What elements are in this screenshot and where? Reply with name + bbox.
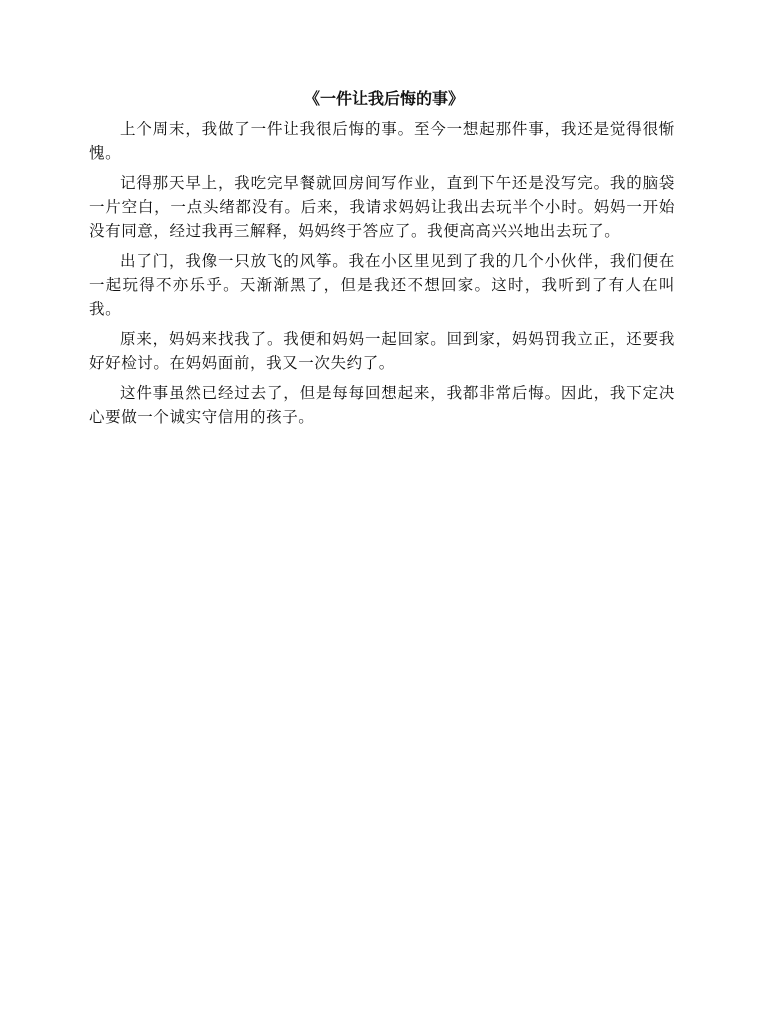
paragraph-5: 这件事虽然已经过去了，但是每每回想起来，我都非常后悔。因此，我下定决心要做一个诚实守信用的孩子。 (89, 384, 675, 426)
paragraph-1: 上个周末，我做了一件让我很后悔的事。至今一想起那件事，我还是觉得很惭愧。 (89, 120, 675, 162)
paragraph-3: 出了门，我像一只放飞的风筝。我在小区里见到了我的几个小伙伴，我们便在一起玩得不亦乐乎。天渐渐黑了，但是我还不想回家。这时，我听到了有人在叫我。 (89, 252, 675, 318)
paragraph-4: 原来，妈妈来找我了。我便和妈妈一起回家。回到家，妈妈罚我立正，还要我好好检讨。在妈妈面前，我又一次失约了。 (89, 330, 675, 372)
document-title: 《一件让我后悔的事》 (303, 89, 464, 108)
paragraph-2: 记得那天早上，我吃完早餐就回房间写作业，直到下午还是没写完。我的脑袋一片空白，一点头绪都没有。后来，我请求妈妈让我出去玩半个小时。妈妈一开始没有同意，经过我再三解释，妈妈终于答应了。我便高高兴兴地出去玩了。 (89, 174, 675, 240)
document-body (89, 117, 675, 435)
